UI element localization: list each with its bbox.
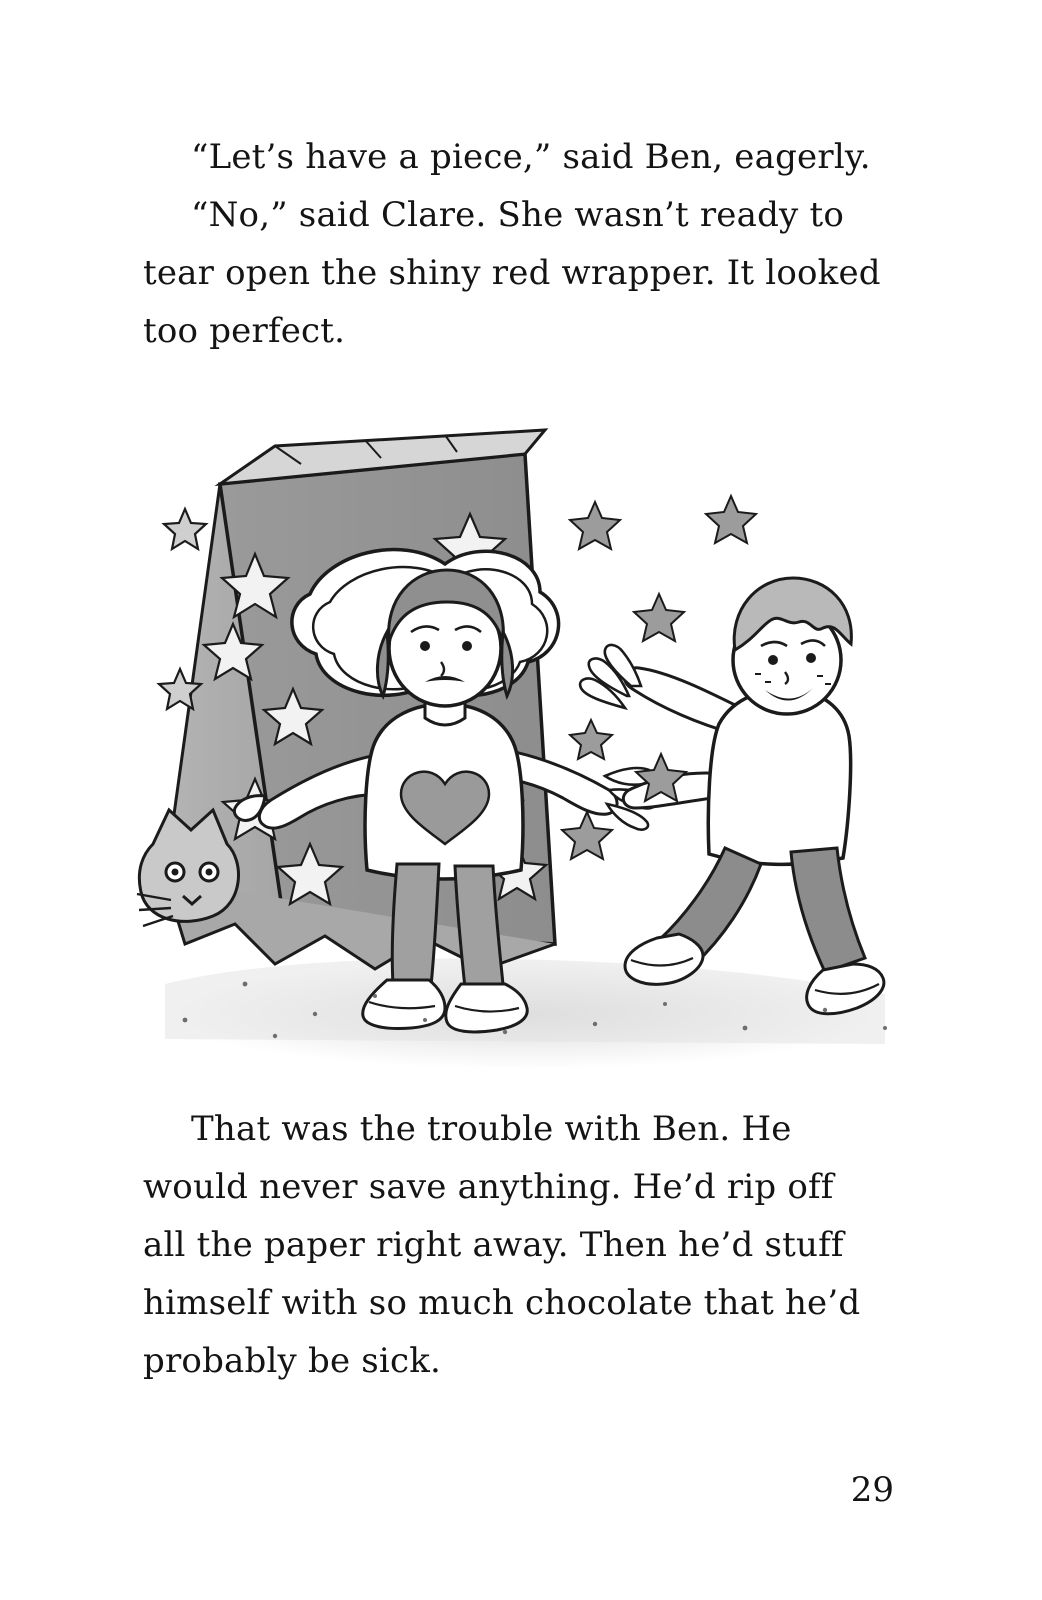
- page-text-bottom: [143, 1100, 883, 1390]
- paragraph: That was the trouble with Ben. He would never save anything. He’d rip off all the paper right away. Then he’d stuff himself with so much chocolate that he’d probably be sick.: [143, 1109, 861, 1381]
- paragraph: “No,” said Clare. She wasn’t ready to tear open the shiny red wrapper. It looked too perfect.: [143, 195, 881, 351]
- page-number: 29: [850, 1470, 894, 1510]
- illustration: [125, 424, 915, 1084]
- paragraph: “Let’s have a piece,” said Ben, eagerly.: [191, 137, 871, 177]
- page-text-top: [143, 128, 883, 360]
- boy-reaching: [580, 578, 884, 1014]
